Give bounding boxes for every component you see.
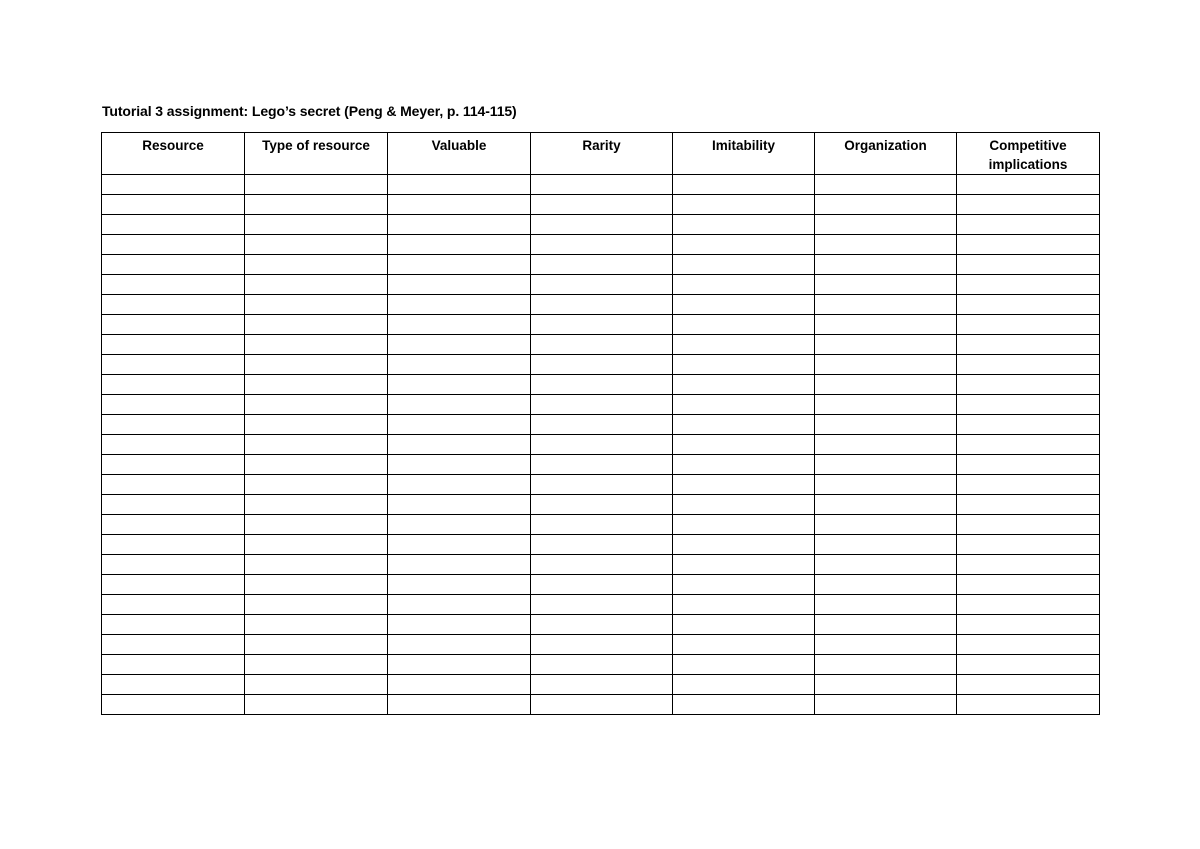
table-cell[interactable] — [388, 335, 531, 355]
table-row — [102, 335, 1100, 355]
table-cell[interactable] — [673, 295, 815, 315]
table-cell[interactable] — [531, 235, 673, 255]
table-cell[interactable] — [815, 215, 957, 235]
table-cell[interactable] — [815, 315, 957, 335]
table-cell[interactable] — [957, 655, 1100, 675]
table-cell[interactable] — [102, 215, 245, 235]
table-cell[interactable] — [102, 335, 245, 355]
table-cell[interactable] — [957, 535, 1100, 555]
table-cell[interactable] — [388, 275, 531, 295]
table-cell[interactable] — [531, 375, 673, 395]
table-cell[interactable] — [531, 275, 673, 295]
table-cell[interactable] — [102, 435, 245, 455]
table-cell[interactable] — [531, 335, 673, 355]
table-cell[interactable] — [673, 455, 815, 475]
table-cell[interactable] — [815, 435, 957, 455]
table-cell[interactable] — [388, 415, 531, 435]
table-cell[interactable] — [102, 655, 245, 675]
table-cell[interactable] — [102, 635, 245, 655]
table-cell[interactable] — [957, 175, 1100, 195]
table-cell[interactable] — [245, 655, 388, 675]
table-row — [102, 435, 1100, 455]
table-row — [102, 395, 1100, 415]
table-cell[interactable] — [388, 315, 531, 335]
table-cell[interactable] — [815, 395, 957, 415]
table-row — [102, 235, 1100, 255]
table-row — [102, 655, 1100, 675]
table-cell[interactable] — [245, 495, 388, 515]
table-cell[interactable] — [957, 575, 1100, 595]
table-cell[interactable] — [673, 695, 815, 715]
table-cell[interactable] — [815, 195, 957, 215]
table-cell[interactable] — [245, 555, 388, 575]
table-cell[interactable] — [531, 555, 673, 575]
table-row — [102, 595, 1100, 615]
table-cell[interactable] — [102, 535, 245, 555]
header-resource: Resource — [102, 133, 245, 175]
table-row — [102, 415, 1100, 435]
table-cell[interactable] — [102, 495, 245, 515]
table-cell[interactable] — [245, 635, 388, 655]
table-cell[interactable] — [388, 175, 531, 195]
table-cell[interactable] — [102, 595, 245, 615]
table-cell[interactable] — [245, 615, 388, 635]
table-cell[interactable] — [388, 655, 531, 675]
table-cell[interactable] — [388, 595, 531, 615]
table-cell[interactable] — [388, 615, 531, 635]
table-cell[interactable] — [102, 615, 245, 635]
header-competitive-implications: Competitive implications — [957, 133, 1100, 175]
table-cell[interactable] — [102, 475, 245, 495]
table-cell[interactable] — [388, 375, 531, 395]
table-row — [102, 375, 1100, 395]
table-cell[interactable] — [815, 615, 957, 635]
table-cell[interactable] — [673, 615, 815, 635]
table-cell[interactable] — [388, 195, 531, 215]
table-cell[interactable] — [388, 395, 531, 415]
table-cell[interactable] — [531, 495, 673, 515]
table-cell[interactable] — [815, 455, 957, 475]
table-cell[interactable] — [388, 435, 531, 455]
table-cell[interactable] — [102, 695, 245, 715]
table-cell[interactable] — [245, 275, 388, 295]
table-cell[interactable] — [245, 295, 388, 315]
table-cell[interactable] — [531, 415, 673, 435]
table-cell[interactable] — [102, 255, 245, 275]
table-cell[interactable] — [957, 255, 1100, 275]
table-cell[interactable] — [102, 555, 245, 575]
table-cell[interactable] — [673, 535, 815, 555]
header-type-of-resource: Type of resource — [245, 133, 388, 175]
table-cell[interactable] — [815, 335, 957, 355]
table-cell[interactable] — [673, 655, 815, 675]
table-cell[interactable] — [388, 235, 531, 255]
table-cell[interactable] — [388, 555, 531, 575]
table-cell[interactable] — [531, 615, 673, 635]
table-cell[interactable] — [957, 435, 1100, 455]
table-cell[interactable] — [245, 675, 388, 695]
table-cell[interactable] — [815, 675, 957, 695]
table-cell[interactable] — [815, 375, 957, 395]
table-cell[interactable] — [815, 575, 957, 595]
table-cell[interactable] — [388, 635, 531, 655]
table-cell[interactable] — [245, 515, 388, 535]
table-cell[interactable] — [815, 235, 957, 255]
table-cell[interactable] — [531, 195, 673, 215]
table-cell[interactable] — [245, 335, 388, 355]
table-cell[interactable] — [957, 275, 1100, 295]
table-cell[interactable] — [245, 215, 388, 235]
table-cell[interactable] — [815, 475, 957, 495]
table-cell[interactable] — [673, 215, 815, 235]
table-cell[interactable] — [245, 455, 388, 475]
table-cell[interactable] — [957, 335, 1100, 355]
table-cell[interactable] — [102, 675, 245, 695]
table-cell[interactable] — [673, 415, 815, 435]
table-row — [102, 295, 1100, 315]
table-cell[interactable] — [531, 295, 673, 315]
table-cell[interactable] — [815, 255, 957, 275]
table-cell[interactable] — [531, 515, 673, 535]
table-cell[interactable] — [102, 395, 245, 415]
table-cell[interactable] — [388, 675, 531, 695]
table-cell[interactable] — [673, 335, 815, 355]
table-cell[interactable] — [245, 315, 388, 335]
table-cell[interactable] — [673, 435, 815, 455]
page-title: Tutorial 3 assignment: Lego’s secret (Peng & Meyer, p. 114-115) — [102, 103, 517, 119]
table-cell[interactable] — [531, 395, 673, 415]
table-cell[interactable] — [957, 415, 1100, 435]
table-row — [102, 355, 1100, 375]
header-imitability: Imitability — [673, 133, 815, 175]
table-row — [102, 555, 1100, 575]
table-cell[interactable] — [673, 235, 815, 255]
table-cell[interactable] — [957, 615, 1100, 635]
table-cell[interactable] — [388, 295, 531, 315]
table-cell[interactable] — [673, 255, 815, 275]
table-cell[interactable] — [388, 455, 531, 475]
table-cell[interactable] — [673, 515, 815, 535]
table-cell[interactable] — [957, 695, 1100, 715]
table-cell[interactable] — [815, 655, 957, 675]
table-cell[interactable] — [957, 235, 1100, 255]
table-cell[interactable] — [673, 475, 815, 495]
table-row — [102, 195, 1100, 215]
table-cell[interactable] — [673, 195, 815, 215]
table-row — [102, 275, 1100, 295]
table-cell[interactable] — [815, 535, 957, 555]
table-cell[interactable] — [673, 595, 815, 615]
table-cell[interactable] — [245, 595, 388, 615]
table-cell[interactable] — [245, 195, 388, 215]
header-valuable: Valuable — [388, 133, 531, 175]
table-cell[interactable] — [388, 255, 531, 275]
table-cell[interactable] — [673, 635, 815, 655]
table-cell[interactable] — [245, 435, 388, 455]
table-cell[interactable] — [957, 495, 1100, 515]
table-cell[interactable] — [673, 575, 815, 595]
table-cell[interactable] — [245, 355, 388, 375]
table-row — [102, 615, 1100, 635]
table-cell[interactable] — [673, 495, 815, 515]
table-cell[interactable] — [957, 395, 1100, 415]
table-cell[interactable] — [957, 675, 1100, 695]
table-cell[interactable] — [531, 455, 673, 475]
table-cell[interactable] — [957, 295, 1100, 315]
table-cell[interactable] — [102, 575, 245, 595]
table-cell[interactable] — [531, 355, 673, 375]
table-cell[interactable] — [815, 555, 957, 575]
table-cell[interactable] — [957, 315, 1100, 335]
table-cell[interactable] — [815, 595, 957, 615]
table-cell[interactable] — [673, 375, 815, 395]
table-cell[interactable] — [957, 515, 1100, 535]
table-cell[interactable] — [245, 235, 388, 255]
table-cell[interactable] — [815, 295, 957, 315]
table-cell[interactable] — [388, 515, 531, 535]
table-cell[interactable] — [102, 355, 245, 375]
table-cell[interactable] — [102, 175, 245, 195]
table-cell[interactable] — [957, 595, 1100, 615]
table-cell[interactable] — [957, 555, 1100, 575]
table-cell[interactable] — [531, 695, 673, 715]
table-cell[interactable] — [531, 535, 673, 555]
table-cell[interactable] — [673, 315, 815, 335]
table-cell[interactable] — [531, 655, 673, 675]
table-cell[interactable] — [815, 515, 957, 535]
assignment-table — [101, 132, 1100, 715]
table-cell[interactable] — [815, 495, 957, 515]
table-cell[interactable] — [388, 535, 531, 555]
table-cell[interactable] — [957, 475, 1100, 495]
header-rarity: Rarity — [531, 133, 673, 175]
table-row — [102, 255, 1100, 275]
table-cell[interactable] — [102, 195, 245, 215]
table-cell[interactable] — [102, 515, 245, 535]
table-cell[interactable] — [102, 375, 245, 395]
table-cell[interactable] — [815, 635, 957, 655]
table-cell[interactable] — [531, 575, 673, 595]
table-cell[interactable] — [815, 275, 957, 295]
table-cell[interactable] — [388, 475, 531, 495]
table-cell[interactable] — [673, 675, 815, 695]
table-row — [102, 535, 1100, 555]
table-cell[interactable] — [102, 455, 245, 475]
table-cell[interactable] — [102, 415, 245, 435]
table-row — [102, 315, 1100, 335]
table-cell[interactable] — [815, 695, 957, 715]
table-cell[interactable] — [531, 635, 673, 655]
table-cell[interactable] — [957, 355, 1100, 375]
table-cell[interactable] — [388, 215, 531, 235]
table-cell[interactable] — [815, 355, 957, 375]
table-cell[interactable] — [245, 375, 388, 395]
table-cell[interactable] — [102, 235, 245, 255]
table-cell[interactable] — [815, 415, 957, 435]
table-cell[interactable] — [245, 415, 388, 435]
table-cell[interactable] — [673, 395, 815, 415]
table-cell[interactable] — [388, 355, 531, 375]
table-cell[interactable] — [102, 295, 245, 315]
table-cell[interactable] — [531, 435, 673, 455]
table-cell[interactable] — [673, 275, 815, 295]
table-row — [102, 695, 1100, 715]
table-row — [102, 515, 1100, 535]
table-cell[interactable] — [245, 175, 388, 195]
table-row — [102, 175, 1100, 195]
table-cell[interactable] — [531, 675, 673, 695]
table-cell[interactable] — [673, 355, 815, 375]
table-row — [102, 455, 1100, 475]
table-cell[interactable] — [388, 575, 531, 595]
table-cell[interactable] — [957, 635, 1100, 655]
header-organization: Organization — [815, 133, 957, 175]
table-cell[interactable] — [245, 255, 388, 275]
table-cell[interactable] — [102, 275, 245, 295]
table-cell[interactable] — [531, 215, 673, 235]
header-row — [102, 133, 1100, 175]
table-cell[interactable] — [957, 455, 1100, 475]
table-body — [102, 175, 1100, 715]
table-cell[interactable] — [531, 595, 673, 615]
table-cell[interactable] — [531, 315, 673, 335]
table-cell[interactable] — [531, 475, 673, 495]
table-cell[interactable] — [957, 215, 1100, 235]
table-row — [102, 675, 1100, 695]
table-cell[interactable] — [957, 375, 1100, 395]
table-cell[interactable] — [673, 175, 815, 195]
table-cell[interactable] — [673, 555, 815, 575]
table-cell[interactable] — [957, 195, 1100, 215]
table-row — [102, 495, 1100, 515]
table-row — [102, 635, 1100, 655]
table-row — [102, 575, 1100, 595]
table-cell[interactable] — [245, 395, 388, 415]
table-cell[interactable] — [388, 695, 531, 715]
table-cell[interactable] — [245, 575, 388, 595]
table-cell[interactable] — [388, 495, 531, 515]
table-row — [102, 215, 1100, 235]
table-cell[interactable] — [102, 315, 245, 335]
table-cell[interactable] — [245, 535, 388, 555]
table-cell[interactable] — [245, 695, 388, 715]
table-row — [102, 475, 1100, 495]
table-cell[interactable] — [245, 475, 388, 495]
table-cell[interactable] — [815, 175, 957, 195]
table-cell[interactable] — [531, 175, 673, 195]
table-cell[interactable] — [531, 255, 673, 275]
